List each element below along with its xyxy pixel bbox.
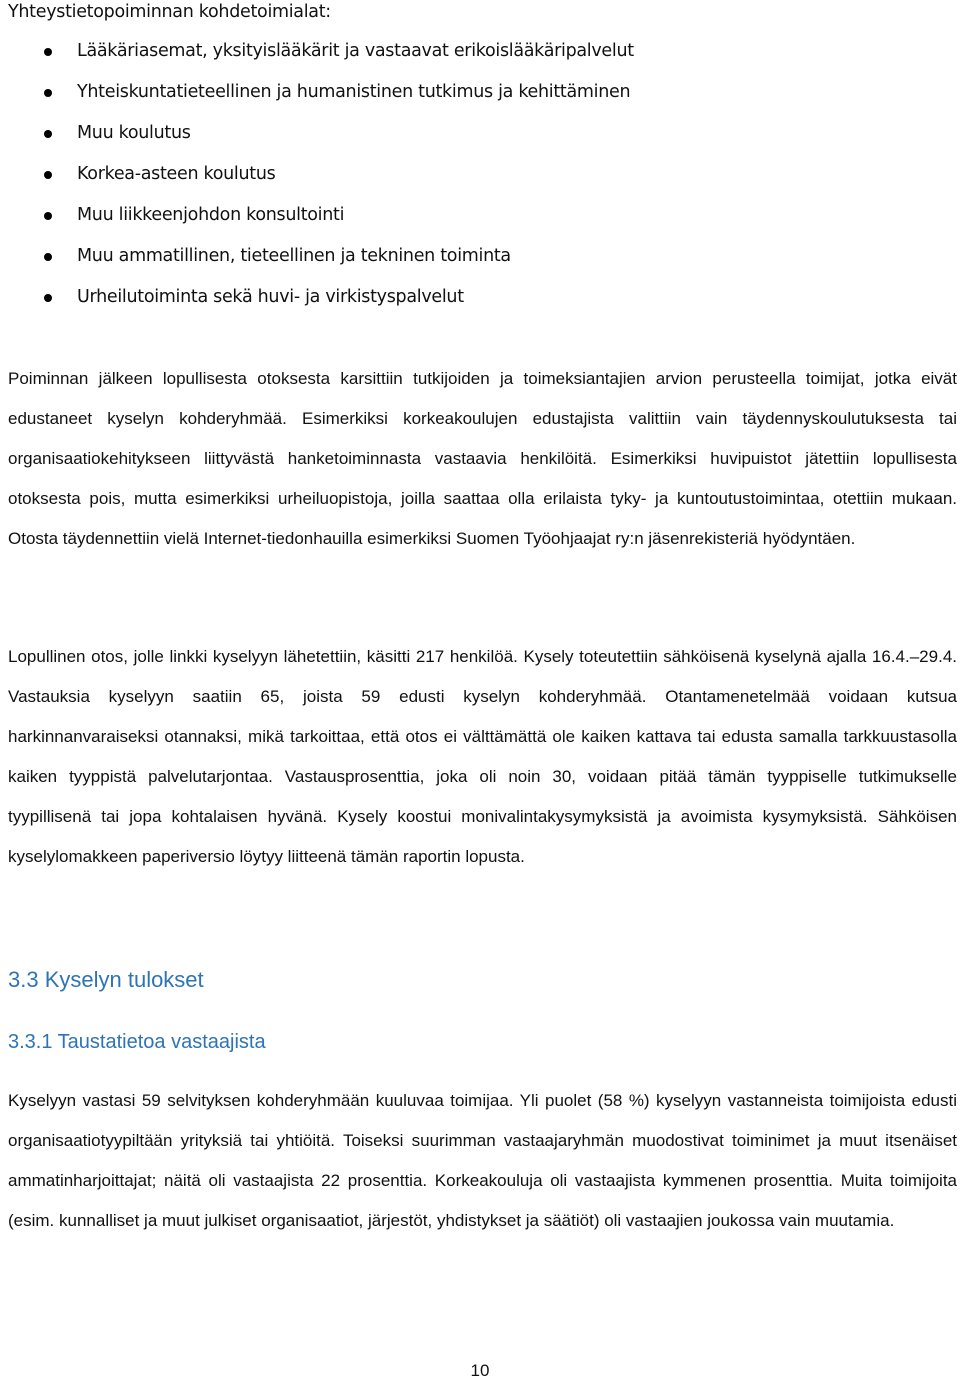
list-item-text: Muu ammatillinen, tieteellinen ja tekninen toiminta — [77, 246, 511, 266]
list-item-text: Urheilutoiminta sekä huvi- ja virkistyspalvelut — [77, 287, 464, 307]
list-item — [0, 236, 940, 277]
list-item — [0, 154, 940, 195]
list-item — [0, 113, 940, 154]
paragraph-respondents: Kyselyyn vastasi 59 selvityksen kohderyhmään kuuluvaa toimijaa. Yli puolet (58 %) kyselyyn vastanneista toimijoista edusti organisaatiotyypiltään yrityksiä tai yhtiöitä. Toiseksi suurimman vastaajaryhmän muodostivat toiminimet ja muut itsenäiset ammatinharjoittajat; näitä oli vastaajista 22 prosenttia. Korkeakouluja oli vastaajista kymmenen prosenttia. Muita toimijoita (esim. kunnalliset ja muut julkiset organisaatiot, järjestöt, yhdistykset ja säätiöt) oli vastaajien joukossa vain muutamia. — [8, 1091, 957, 1230]
list-item-text: Muu koulutus — [77, 123, 191, 143]
paragraph-survey: Lopullinen otos, jolle linkki kyselyyn lähetettiin, käsitti 217 henkilöä. Kysely toteutettiin sähköisenä kyselynä ajalla 16.4.–29.4. Vastauksia kyselyyn saatiin 65, joista 59 edusti kyselyn kohderyhmää. Otantamenetelmää voidaan kutsua harkinnanvaraiseksi otannaksi, mikä tarkoittaa, että otos ei välttämättä ole kaiken kattava tai edusta samalla tarkkuustasolla kaiken tyyppistä palvelutarjontaa. Vastausprosenttia, joka oli noin 30, voidaan pitää tämän tyyppiselle tutkimukselle tyypillisenä tai jopa kohtalaisen hyvänä. Kysely koostui monivalintakysymyksistä ja avoimista kysymyksistä. Sähköisen kyselylomakkeen paperiversio löytyy liitteenä tämän raportin lopusta. — [8, 647, 957, 866]
bullet-list — [0, 31, 940, 318]
bullet-icon — [44, 294, 52, 302]
intro-text: Yhteystietopoiminnan kohdetoimialat: — [8, 2, 331, 22]
list-item — [0, 195, 940, 236]
bullet-icon — [44, 89, 52, 97]
section-heading: 3.3 Kyselyn tulokset — [8, 967, 204, 992]
bullet-icon — [44, 130, 52, 138]
bullet-icon — [44, 253, 52, 261]
bullet-icon — [44, 171, 52, 179]
bullet-icon — [44, 48, 52, 56]
paragraph-sampling: Poiminnan jälkeen lopullisesta otoksesta karsittiin tutkijoiden ja toimeksiantajien arvion perusteella toimijat, jotka eivät edustaneet kyselyn kohderyhmää. Esimerkiksi korkeakoulujen edustajista valittiin vain täydennyskoulutuksesta tai organisaatiokehitykseen liittyvästä hanketoiminnasta vastaavia henkilöitä. Esimerkiksi huvipuistot jätettiin lopullisesta otoksesta pois, mutta esimerkiksi urheiluopistoja, joilla saattaa olla erilaista tyky- ja kuntoutustoimintaa, otettiin mukaan. Otosta täydennettiin vielä Internet-tiedonhauilla esimerkiksi Suomen Työohjaajat ry:n jäsenrekisteriä hyödyntäen. — [8, 369, 957, 548]
list-item — [0, 31, 940, 72]
list-item-text: Lääkäriasemat, yksityislääkärit ja vastaavat erikoislääkäripalvelut — [77, 41, 634, 61]
subsection-heading: 3.3.1 Taustatietoa vastaajista — [8, 1031, 266, 1053]
list-item — [0, 277, 940, 318]
page-number: 10 — [470, 1361, 490, 1380]
list-item-text: Korkea-asteen koulutus — [77, 164, 276, 184]
list-item — [0, 72, 940, 113]
bullet-icon — [44, 212, 52, 220]
list-item-text: Muu liikkeenjohdon konsultointi — [77, 205, 345, 225]
list-item-text: Yhteiskuntatieteellinen ja humanistinen tutkimus ja kehittäminen — [77, 82, 631, 102]
